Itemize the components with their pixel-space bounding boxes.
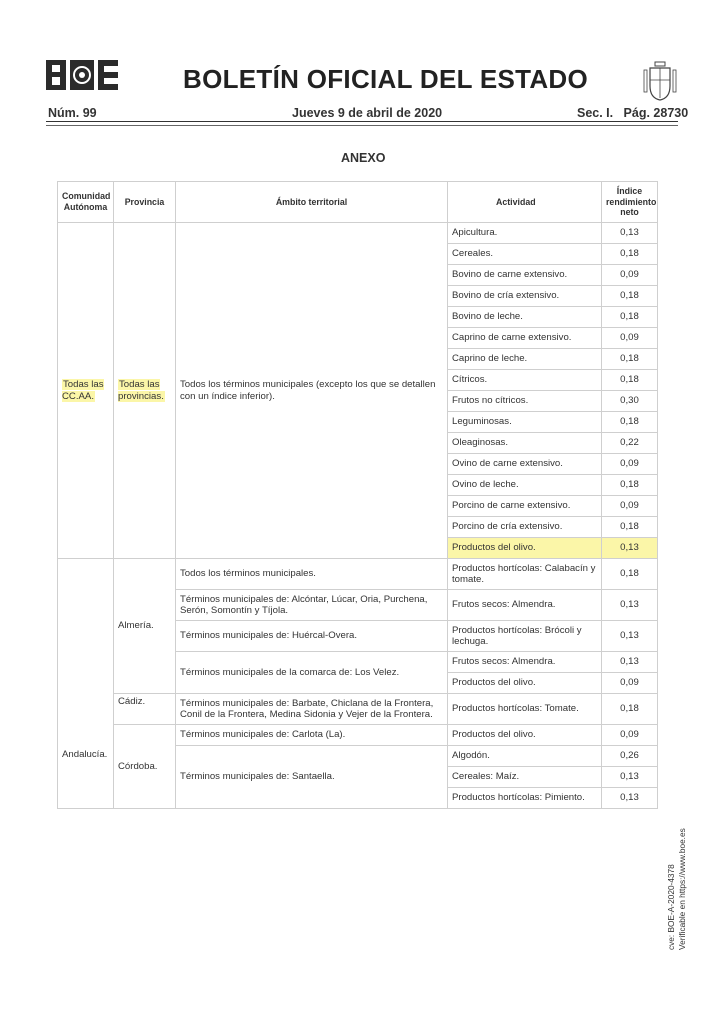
ambito-cell: Términos municipales de: Carlota (La). xyxy=(176,725,448,746)
actividad-cell: Productos hortícolas: Brócoli y lechuga. xyxy=(448,621,602,652)
indice-cell: 0,18 xyxy=(602,517,658,538)
actividad-cell: Productos hortícolas: Pimiento. xyxy=(448,788,602,809)
indice-cell: 0,13 xyxy=(602,590,658,621)
ambito-cell: Todos los términos municipales. xyxy=(176,559,448,590)
indice-cell: 0,18 xyxy=(602,244,658,265)
indice-cell: 0,09 xyxy=(602,496,658,517)
indice-cell: 0,18 xyxy=(602,307,658,328)
issue-date: Jueves 9 de abril de 2020 xyxy=(292,106,443,120)
table-header-row xyxy=(58,182,658,223)
comunidad-todas: Todas las CC.AA. xyxy=(62,379,104,402)
actividad-cell: Productos del olivo. xyxy=(448,725,602,746)
actividad-cell: Productos hortícolas: Tomate. xyxy=(448,694,602,725)
indice-cell: 0,09 xyxy=(602,328,658,349)
actividad-cell: Algodón. xyxy=(448,746,602,767)
actividad-cell: Ovino de carne extensivo. xyxy=(448,454,602,475)
header-rule xyxy=(46,121,678,122)
indice-cell: 0,13 xyxy=(602,223,658,244)
page-title: BOLETÍN OFICIAL DEL ESTADO xyxy=(183,64,589,94)
comunidad-cell xyxy=(58,223,114,559)
ambito-cell: Términos municipales de: Barbate, Chiclana de la Frontera, Conil de la Frontera, Medina Sidonia y Vejer de la Frontera. xyxy=(176,694,448,725)
header-comunidad: Comunidad Autónoma xyxy=(58,182,114,223)
indice-cell: 0,18 xyxy=(602,694,658,725)
boe-logo xyxy=(46,60,118,90)
actividad-cell: Cereales. xyxy=(448,244,602,265)
verification-note xyxy=(666,828,688,950)
annex-title: ANEXO xyxy=(341,151,386,165)
table-row xyxy=(58,694,658,725)
indice-cell: 0,13 xyxy=(602,767,658,788)
actividad-cell: Caprino de carne extensivo. xyxy=(448,328,602,349)
coat-of-arms-icon xyxy=(643,60,677,102)
ambito-cell: Términos municipales de: Santaella. xyxy=(176,746,448,809)
provincia-cell xyxy=(114,223,176,559)
actividad-cell: Productos del olivo. xyxy=(448,673,602,694)
indice-cell: 0,13 xyxy=(602,538,658,559)
actividad-cell: Bovino de cría extensivo. xyxy=(448,286,602,307)
actividad-cell: Productos hortícolas: Calabacín y tomate. xyxy=(448,559,602,590)
indice-cell: 0,18 xyxy=(602,559,658,590)
indice-cell: 0,09 xyxy=(602,725,658,746)
ambito-cell: Términos municipales de: Alcóntar, Lúcar, Oria, Purchena, Serón, Somontín y Tíjola. xyxy=(176,590,448,621)
actividad-cell: Porcino de carne extensivo. xyxy=(448,496,602,517)
indice-cell: 0,09 xyxy=(602,673,658,694)
verify-url: Verificable en https://www.boe.es xyxy=(677,828,687,950)
section-page: Sec. I. Pág. 28730 xyxy=(577,106,689,120)
indice-cell: 0,18 xyxy=(602,475,658,496)
actividad-cell: Bovino de leche. xyxy=(448,307,602,328)
cve-code: cve: BOE-A-2020-4378 xyxy=(666,864,676,950)
actividad-cell: Ovino de leche. xyxy=(448,475,602,496)
actividad-cell: Cereales: Maíz. xyxy=(448,767,602,788)
indice-cell: 0,22 xyxy=(602,433,658,454)
ambito-cell: Términos municipales de la comarca de: Los Velez. xyxy=(176,652,448,694)
ambito-cell: Términos municipales de: Huércal-Overa. xyxy=(176,621,448,652)
header-indice: Índice rendimiento neto xyxy=(602,182,658,223)
table-row xyxy=(58,725,658,746)
indice-cell: 0,26 xyxy=(602,746,658,767)
indice-cell: 0,18 xyxy=(602,370,658,391)
actividad-cell: Bovino de carne extensivo. xyxy=(448,265,602,286)
table-row xyxy=(58,223,658,244)
actividad-cell: Cítricos. xyxy=(448,370,602,391)
comunidad-cell: Andalucía. xyxy=(58,559,114,809)
indice-cell: 0,13 xyxy=(602,788,658,809)
provincia-cell: Córdoba. xyxy=(114,725,176,809)
indice-cell: 0,18 xyxy=(602,412,658,433)
header-actividad: Actividad xyxy=(448,182,602,223)
indice-cell: 0,13 xyxy=(602,652,658,673)
indice-cell: 0,30 xyxy=(602,391,658,412)
actividad-cell: Frutos secos: Almendra. xyxy=(448,590,602,621)
indice-cell: 0,09 xyxy=(602,265,658,286)
indice-cell: 0,13 xyxy=(602,621,658,652)
provincia-cell: Cádiz. xyxy=(114,694,176,725)
actividad-cell: Apicultura. xyxy=(448,223,602,244)
indice-cell: 0,18 xyxy=(602,349,658,370)
actividad-cell: Frutos no cítricos. xyxy=(448,391,602,412)
provincia-cell: Almería. xyxy=(114,559,176,694)
table-row xyxy=(58,559,658,590)
actividad-cell: Caprino de leche. xyxy=(448,349,602,370)
actividad-cell: Oleaginosas. xyxy=(448,433,602,454)
indice-cell: 0,18 xyxy=(602,286,658,307)
header-provincia: Provincia xyxy=(114,182,176,223)
provincia-todas: Todas las provincias. xyxy=(118,379,164,402)
indice-cell: 0,09 xyxy=(602,454,658,475)
actividad-cell: Porcino de cría extensivo. xyxy=(448,517,602,538)
actividad-cell: Frutos secos: Almendra. xyxy=(448,652,602,673)
actividad-cell: Leguminosas. xyxy=(448,412,602,433)
actividad-cell: Productos del olivo. xyxy=(448,538,602,559)
annex-table xyxy=(57,181,658,809)
ambito-cell: Todos los términos municipales (excepto los que se detallen con un índice inferior). xyxy=(176,223,448,559)
header-rule-thin xyxy=(46,125,678,126)
issue-number: Núm. 99 xyxy=(48,106,97,120)
header-ambito: Ámbito territorial xyxy=(176,182,448,223)
